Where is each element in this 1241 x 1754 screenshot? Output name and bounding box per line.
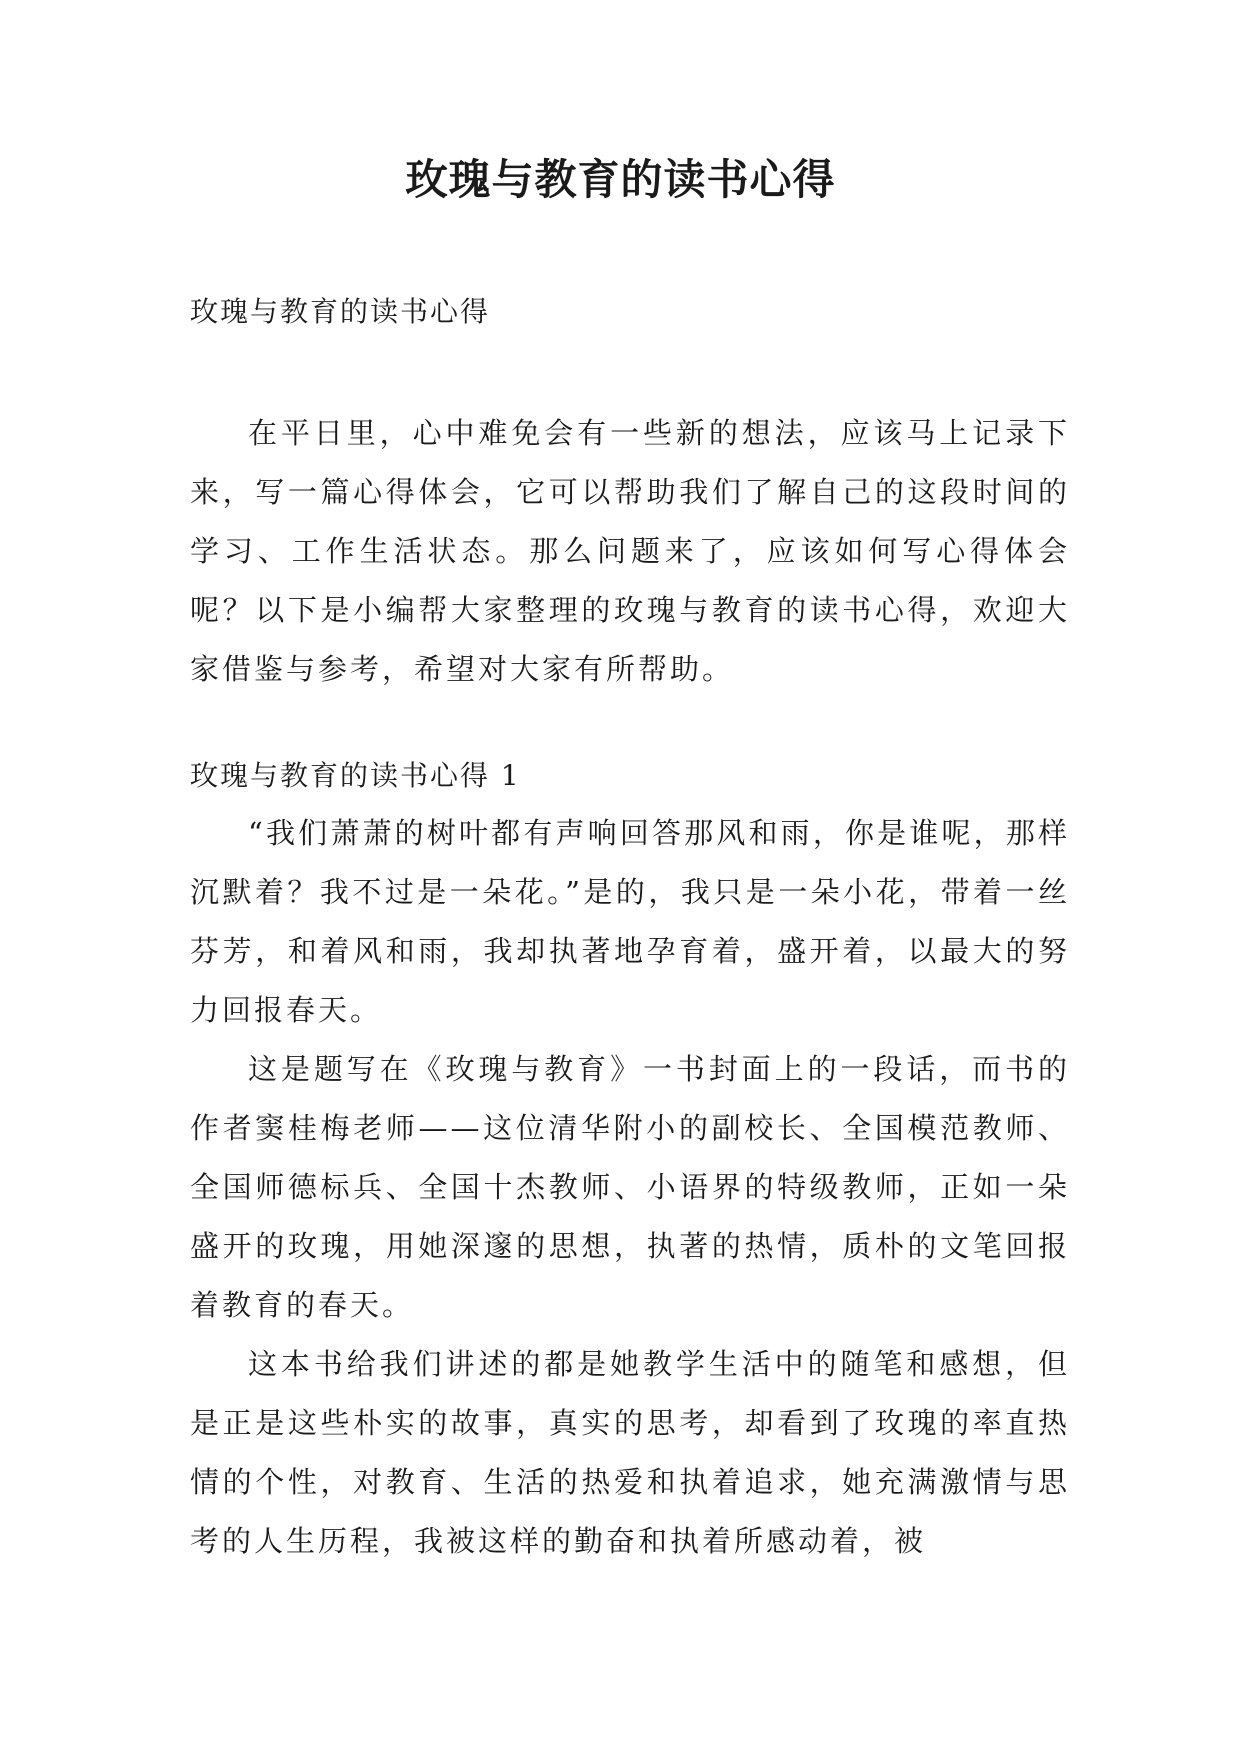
body-paragraph-2: 这是题写在《玫瑰与教育》一书封面上的一段话，而书的作者窦桂梅老师——这位清华附小的副校长、全国模范教师、全国师德标兵、全国十杰教师、小语界的特级教师，正如一朵盛开的玫瑰，用她深邃的思想，执著的热情，质朴的文笔回报着教育的春天。 [190, 1052, 1070, 1322]
document-subtitle: 玫瑰与教育的读书心得 [190, 295, 491, 328]
section-heading: 玫瑰与教育的读书心得 1 [190, 759, 521, 792]
document-title: 玫瑰与教育的读书心得 [405, 155, 836, 204]
body-paragraph-3: 这本书给我们讲述的都是她教学生活中的随笔和感想，但是正是这些朴实的故事，真实的思考，却看到了玫瑰的率直热情的个性，对教育、生活的热爱和执着追求，她充满激情与思考的人生历程，我被这样的勤奋和执着所感动着，被 [190, 1347, 1070, 1558]
body-paragraph-1: “我们萧萧的树叶都有声响回答那风和雨，你是谁呢，那样沉默着？我不过是一朵花。”是的，我只是一朵小花，带着一丝芬芳，和着风和雨，我却执著地孕育着，盛开着，以最大的努力回报春天。 [190, 816, 1070, 1027]
intro-paragraph: 在平日里，心中难免会有一些新的想法，应该马上记录下来，写一篇心得体会，它可以帮助我们了解自己的这段时间的学习、工作生活状态。那么问题来了，应该如何写心得体会呢？以下是小编帮大家整理的玫瑰与教育的读书心得，欢迎大家借鉴与参考，希望对大家有所帮助。 [190, 416, 1070, 686]
section-body [190, 804, 1070, 1571]
